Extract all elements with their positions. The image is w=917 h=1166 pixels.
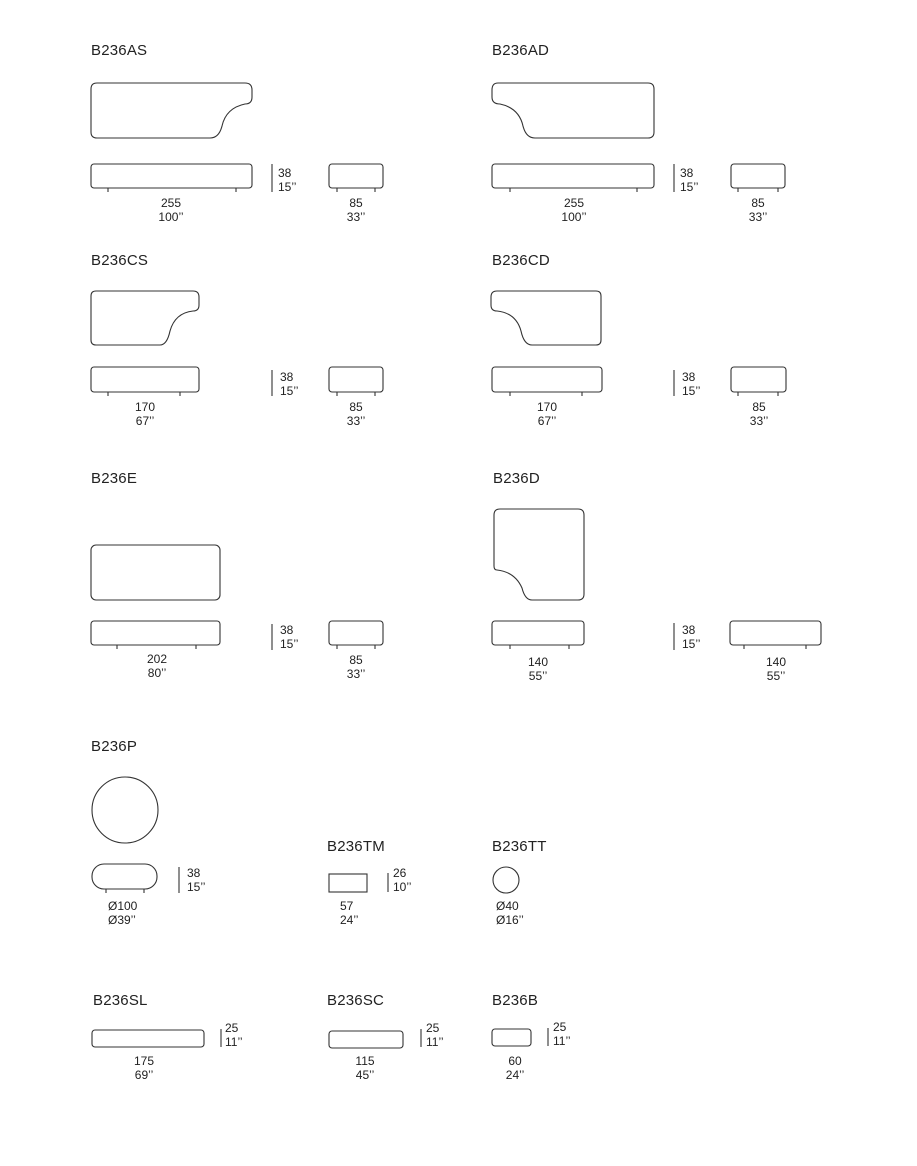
b236cs-top-view bbox=[91, 291, 199, 345]
depth-in: 33’’ bbox=[346, 210, 366, 224]
b236d-top-view bbox=[494, 509, 584, 600]
product-code-b236p: B236P bbox=[91, 738, 138, 755]
product-code-b236ad: B236AD bbox=[492, 42, 550, 59]
b236d-front-view bbox=[492, 621, 584, 645]
depth-in: 33’’ bbox=[346, 414, 366, 428]
b236cs-drawings bbox=[91, 291, 383, 396]
b236ad-front-view bbox=[492, 164, 654, 188]
length-dim-b236e bbox=[127, 652, 187, 680]
length-in: 100’’ bbox=[561, 210, 587, 224]
b236e-drawings bbox=[91, 545, 383, 650]
length-dim-b236b bbox=[485, 1054, 545, 1082]
depth-in: 55’’ bbox=[766, 669, 786, 683]
depth-cm: 85 bbox=[751, 196, 765, 210]
b236sl-drawings bbox=[92, 1029, 221, 1047]
length-in: 24’’ bbox=[505, 1068, 525, 1082]
length-dim-b236as bbox=[141, 196, 201, 224]
length-cm: 115 bbox=[355, 1054, 375, 1068]
height-dim-b236cs bbox=[280, 370, 298, 398]
b236b-drawings bbox=[492, 1028, 548, 1046]
b236tt-drawings bbox=[493, 867, 519, 893]
height-dim-b236d bbox=[682, 623, 700, 651]
b236sc-front-view bbox=[329, 1031, 403, 1048]
height-cm: 26 bbox=[393, 866, 407, 880]
b236e-front-view bbox=[91, 621, 220, 645]
depth-in: 33’’ bbox=[346, 667, 366, 681]
diameter-dim-b236p bbox=[108, 899, 137, 927]
length-in: 80’’ bbox=[147, 666, 167, 680]
product-code-b236e: B236E bbox=[91, 470, 138, 487]
length-dim-b236cd bbox=[517, 400, 577, 428]
b236p-top-view bbox=[92, 777, 158, 843]
height-dim-b236as bbox=[278, 166, 296, 194]
product-code-b236sl: B236SL bbox=[93, 992, 148, 1009]
product-code-b236sc: B236SC bbox=[327, 992, 385, 1009]
height-in: 15’’ bbox=[682, 637, 701, 651]
length-dim-b236ad bbox=[544, 196, 604, 224]
height-cm: 25 bbox=[426, 1021, 440, 1035]
product-code-b236cs: B236CS bbox=[91, 252, 149, 269]
diameter-in: Ø39’’ bbox=[108, 913, 136, 927]
length-cm: 170 bbox=[536, 400, 558, 414]
height-in: 15’’ bbox=[187, 880, 206, 894]
b236as-drawings bbox=[91, 83, 383, 192]
length-in: 67’’ bbox=[537, 414, 557, 428]
height-cm: 38 bbox=[280, 623, 294, 637]
height-in: 15’’ bbox=[278, 180, 297, 194]
length-cm: 60 bbox=[508, 1054, 522, 1068]
height-cm: 38 bbox=[682, 623, 696, 637]
b236cd-front-view bbox=[492, 367, 602, 392]
b236e-side-view bbox=[329, 621, 383, 645]
depth-dim-b236d bbox=[746, 655, 806, 683]
length-dim-b236sl bbox=[114, 1054, 174, 1082]
height-dim-b236cd bbox=[682, 370, 700, 398]
height-in: 11’’ bbox=[426, 1035, 444, 1049]
height-dim-b236b bbox=[553, 1020, 571, 1048]
diameter-cm: Ø100 bbox=[108, 899, 138, 913]
b236cs-front-view bbox=[91, 367, 199, 392]
length-in: 24’’ bbox=[340, 913, 359, 927]
length-cm: 175 bbox=[133, 1054, 155, 1068]
depth-dim-b236ad bbox=[728, 196, 788, 224]
product-code-b236as: B236AS bbox=[91, 42, 148, 59]
product-code-b236tm: B236TM bbox=[327, 838, 385, 855]
height-cm: 25 bbox=[553, 1020, 567, 1034]
product-code-b236d: B236D bbox=[493, 470, 540, 487]
b236sl-front-view bbox=[92, 1030, 204, 1047]
height-in: 15’’ bbox=[680, 180, 699, 194]
product-code-b236tt: B236TT bbox=[492, 838, 547, 855]
product-code-b236b: B236B bbox=[492, 992, 539, 1009]
height-in: 11’’ bbox=[225, 1035, 243, 1049]
height-cm: 38 bbox=[187, 866, 201, 880]
length-dim-b236cs bbox=[115, 400, 175, 428]
b236cd-drawings bbox=[491, 291, 786, 396]
depth-in: 33’’ bbox=[748, 210, 768, 224]
b236sc-drawings bbox=[329, 1029, 421, 1048]
height-dim-b236ad bbox=[680, 166, 698, 194]
length-in: 45’’ bbox=[355, 1068, 375, 1082]
depth-cm: 85 bbox=[349, 196, 363, 210]
depth-dim-b236as bbox=[326, 196, 386, 224]
b236cs-side-view bbox=[329, 367, 383, 392]
b236ad-side-view bbox=[731, 164, 785, 188]
diameter-cm: Ø40 bbox=[496, 899, 519, 913]
length-cm: 57 bbox=[340, 899, 354, 913]
b236as-top-view bbox=[91, 83, 252, 138]
length-cm: 170 bbox=[134, 400, 156, 414]
height-dim-b236tm bbox=[393, 866, 411, 894]
diameter-dim-b236tt bbox=[496, 899, 524, 927]
height-in: 11’’ bbox=[553, 1034, 571, 1048]
length-in: 67’’ bbox=[135, 414, 155, 428]
product-code-b236cd: B236CD bbox=[492, 252, 550, 269]
height-cm: 38 bbox=[280, 370, 294, 384]
b236d-side-view bbox=[730, 621, 821, 645]
b236tm-drawings bbox=[329, 873, 388, 892]
length-dim-b236tm bbox=[340, 899, 358, 927]
b236cd-side-view bbox=[731, 367, 786, 392]
b236d-drawings bbox=[492, 509, 821, 650]
height-cm: 38 bbox=[278, 166, 292, 180]
height-dim-b236e bbox=[280, 623, 298, 651]
depth-dim-b236e bbox=[326, 653, 386, 681]
height-cm: 25 bbox=[225, 1021, 239, 1035]
length-dim-b236d bbox=[508, 655, 568, 683]
length-cm: 255 bbox=[160, 196, 182, 210]
height-dim-b236sl bbox=[225, 1021, 243, 1049]
b236cd-top-view bbox=[491, 291, 601, 345]
length-cm: 202 bbox=[146, 652, 168, 666]
height-in: 15’’ bbox=[682, 384, 701, 398]
depth-in: 33’’ bbox=[749, 414, 769, 428]
b236p-front-view bbox=[92, 864, 157, 889]
b236as-front-view bbox=[91, 164, 252, 188]
depth-cm: 85 bbox=[349, 400, 363, 414]
height-dim-b236p bbox=[187, 866, 205, 894]
depth-cm: 85 bbox=[752, 400, 766, 414]
b236as-side-view bbox=[329, 164, 383, 188]
b236ad-top-view bbox=[492, 83, 654, 138]
depth-dim-b236cs bbox=[326, 400, 386, 428]
b236tt-top-view bbox=[493, 867, 519, 893]
depth-dim-b236cd bbox=[729, 400, 789, 428]
depth-cm: 140 bbox=[765, 655, 787, 669]
length-cm: 140 bbox=[527, 655, 549, 669]
b236ad-drawings bbox=[492, 83, 785, 192]
b236p-drawings bbox=[92, 777, 179, 893]
length-dim-b236sc bbox=[335, 1054, 395, 1082]
length-in: 100’’ bbox=[158, 210, 184, 224]
height-dim-b236sc bbox=[426, 1021, 444, 1049]
height-in: 15’’ bbox=[280, 384, 299, 398]
height-in: 15’’ bbox=[280, 637, 299, 651]
height-in: 10’’ bbox=[393, 880, 412, 894]
length-in: 55’’ bbox=[528, 669, 548, 683]
depth-cm: 85 bbox=[349, 653, 363, 667]
diameter-in: Ø16’’ bbox=[496, 913, 524, 927]
length-in: 69’’ bbox=[134, 1068, 154, 1082]
b236b-front-view bbox=[492, 1029, 531, 1046]
length-cm: 255 bbox=[563, 196, 585, 210]
b236e-top-view bbox=[91, 545, 220, 600]
height-cm: 38 bbox=[682, 370, 696, 384]
b236tm-front-view bbox=[329, 874, 367, 892]
height-cm: 38 bbox=[680, 166, 694, 180]
